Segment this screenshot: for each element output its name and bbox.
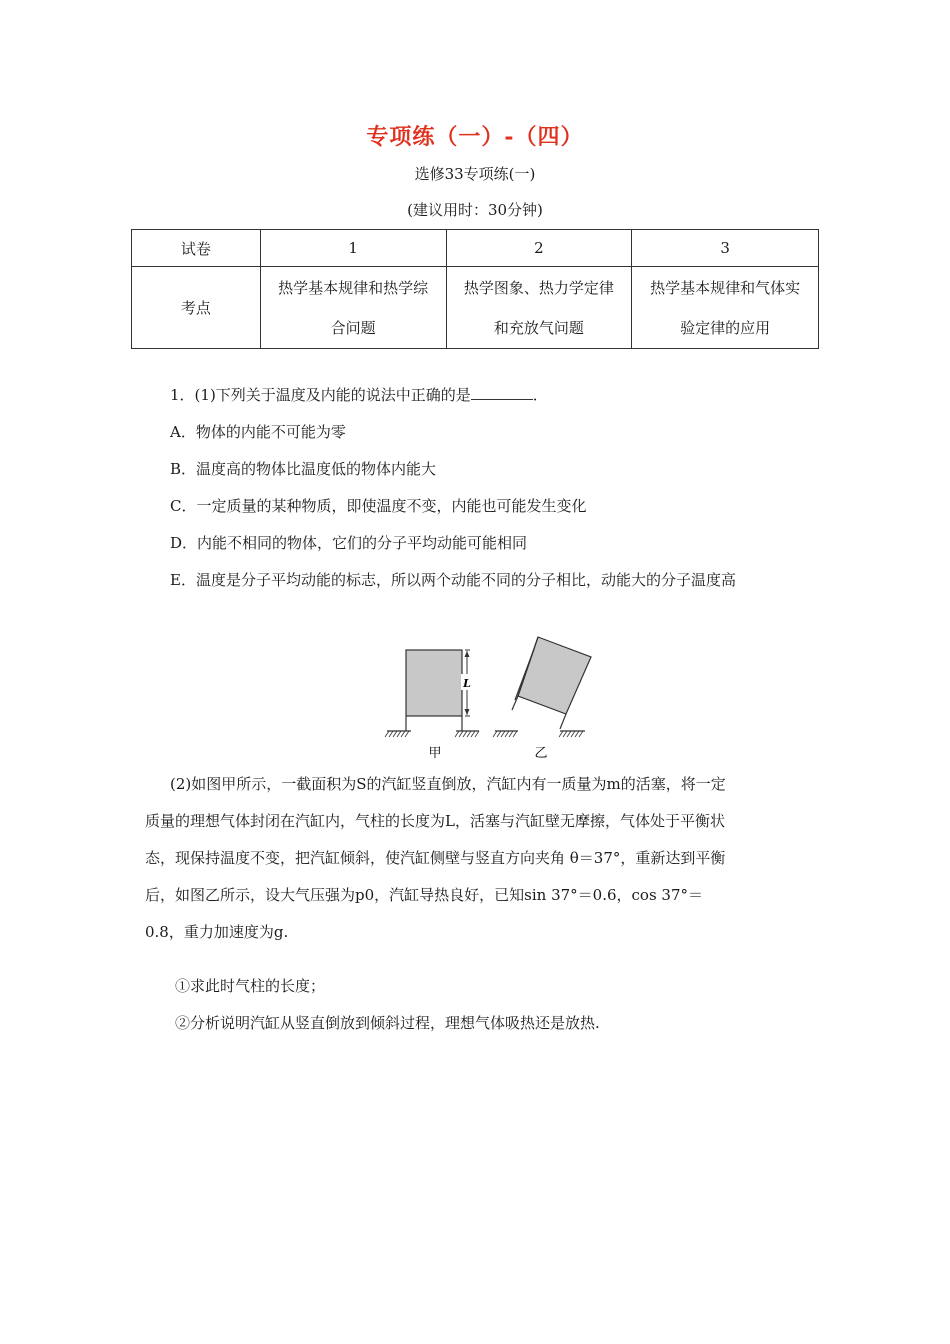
table-row (132, 230, 819, 267)
table-cell: 试卷 (132, 230, 261, 267)
cylinder-body (518, 637, 591, 714)
question1-stem (170, 384, 548, 405)
cell-line: 热学基本规律和气体实 (650, 278, 801, 297)
question1-stem-text: 1．(1)下列关于温度及内能的说法中正确的是 (170, 386, 471, 404)
table-cell (632, 267, 819, 349)
cell-line: 和充放气问题 (493, 318, 584, 337)
suggested-time: (建议用时：30分钟) (407, 201, 543, 219)
question2-sub-1: ①求此时气柱的长度； (175, 977, 326, 995)
figure-jia (385, 650, 479, 761)
cell-line: 验定律的应用 (680, 318, 771, 337)
table-row (132, 267, 819, 349)
option-d: D．内能不相同的物体，它们的分子平均动能可能相同 (170, 534, 528, 552)
question2-line-3: 态，现保持温度不变，把汽缸倾斜，使汽缸侧壁与竖直方向夹角 θ＝37°，重新达到平衡 (145, 849, 726, 867)
question2-line-2: 质量的理想气体封闭在汽缸内，气柱的长度为L，活塞与汽缸壁无摩擦，气体处于平衡状 (145, 812, 725, 830)
page-title: 专项练（一）-（四） (366, 124, 584, 150)
table-cell: 3 (632, 230, 819, 267)
label-jia: 甲 (428, 746, 442, 761)
label-l: L (463, 677, 471, 690)
table-cell: 考点 (132, 267, 261, 349)
cell-line: 热学基本规律和热学综 (278, 278, 429, 297)
question2-line-5: 0.8，重力加速度为g. (145, 923, 289, 941)
table-cell: 1 (260, 230, 446, 267)
option-c: C．一定质量的某种物质，即使温度不变，内能也可能发生变化 (170, 497, 587, 515)
option-a: A．物体的内能不可能为零 (170, 423, 346, 441)
figure-yi (493, 637, 591, 761)
table-cell (446, 267, 632, 349)
option-b: B．温度高的物体比温度低的物体内能大 (170, 460, 437, 478)
answer-blank (471, 385, 533, 400)
question1-stem-end: ． (532, 386, 548, 404)
cell-line: 合问题 (330, 318, 376, 337)
cylinder-body (406, 650, 462, 716)
table-cell (260, 267, 446, 349)
option-e: E．温度是分子平均动能的标志，所以两个动能不同的分子相比，动能大的分子温度高 (170, 571, 736, 589)
table-cell: 2 (446, 230, 632, 267)
cylinder-figure (355, 628, 600, 763)
question2-sub-2: ②分析说明汽缸从竖直倒放到倾斜过程，理想气体吸热还是放热. (175, 1014, 600, 1032)
label-yi: 乙 (534, 746, 548, 761)
page-subtitle: 选修33专项练(一) (414, 165, 536, 183)
question2-line-4: 后，如图乙所示，设大气压强为p0，汽缸导热良好，已知sin 37°＝0.6，cos 37°＝ (145, 886, 703, 904)
question2-line-1: (2)如图甲所示，一截面积为S的汽缸竖直倒放，汽缸内有一质量为m的活塞，将一定 (170, 775, 726, 793)
exam-topic-table (131, 229, 819, 349)
cell-line: 热学图象、热力学定律 (463, 278, 614, 297)
